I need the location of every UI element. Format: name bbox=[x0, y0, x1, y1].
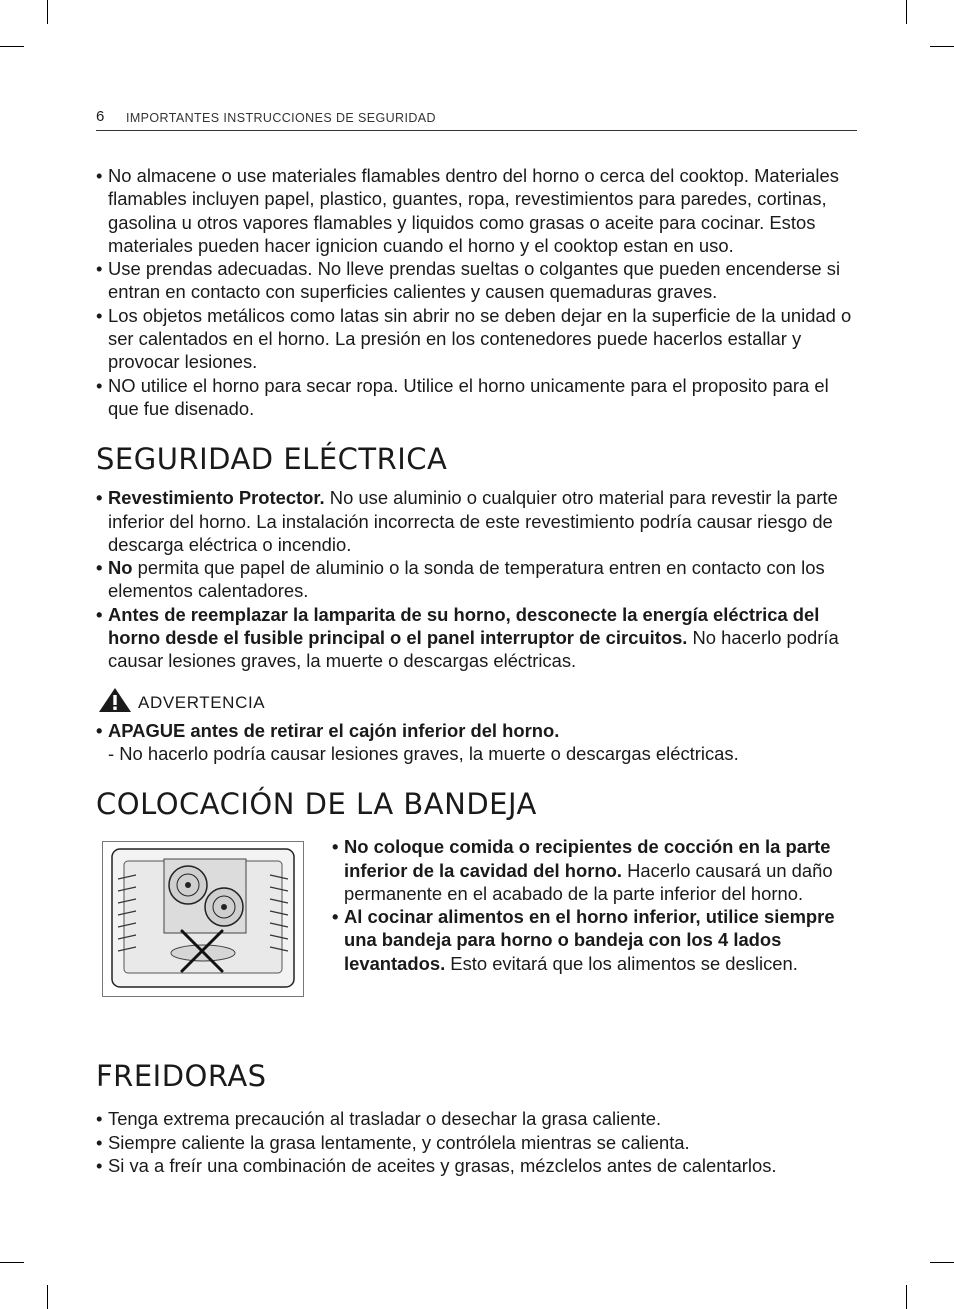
bandeja-row bbox=[96, 835, 858, 1031]
crop-mark bbox=[47, 0, 48, 24]
section-title-electrica: SEGURIDAD ELÉCTRICA bbox=[96, 442, 448, 477]
crop-mark bbox=[0, 1262, 24, 1263]
crop-mark bbox=[906, 1285, 907, 1309]
warning-sub-line: - No hacerlo podría causar lesiones graves, la muerte o descargas eléctricas. bbox=[108, 742, 739, 764]
warning-list bbox=[96, 719, 858, 742]
list-item: • Tenga extrema precaución al trasladar o desechar la grasa caliente. bbox=[96, 1108, 662, 1130]
freidoras-list bbox=[96, 1107, 858, 1177]
page-header bbox=[96, 108, 857, 131]
crop-mark bbox=[930, 46, 954, 47]
list-item: • No coloque comida o recipientes de cocción en la parte inferior de la cavidad del horno. Hacerlo causará un daño permanente en el acabado de la parte inferior del horno. bbox=[332, 836, 833, 904]
list-item: • Los objetos metálicos como latas sin abrir no se deben dejar en la superficie de la unidad o ser calentados en el horno. La presión en los contenedores puede hacerlos estallar y provocar lesiones. bbox=[96, 304, 852, 373]
list-item: • No permita que papel de aluminio o la sonda de temperatura entren en contacto con los elementos calentadores. bbox=[96, 557, 825, 602]
list-item: • APAGUE antes de retirar el cajón inferior del horno. bbox=[96, 719, 560, 741]
page-number: 6 bbox=[96, 108, 105, 125]
section-title-bandeja: COLOCACIÓN DE LA BANDEJA bbox=[96, 787, 537, 822]
electrica-list bbox=[96, 486, 858, 672]
page-content bbox=[96, 164, 858, 1177]
bandeja-text bbox=[332, 835, 858, 975]
warning-triangle-icon bbox=[98, 687, 132, 713]
warning-label: ADVERTENCIA bbox=[138, 692, 266, 712]
intro-list bbox=[96, 164, 858, 420]
warning-header bbox=[96, 687, 858, 715]
header-title: IMPORTANTES INSTRUCCIONES DE SEGURIDAD bbox=[126, 111, 436, 125]
crop-mark bbox=[906, 0, 907, 24]
crop-mark bbox=[47, 1285, 48, 1309]
oven-cavity-image bbox=[102, 841, 304, 997]
crop-mark bbox=[0, 46, 24, 47]
list-item: • Siempre caliente la grasa lentamente, y contrólela mientras se calienta. bbox=[96, 1131, 690, 1153]
list-item: • Al cocinar alimentos en el horno inferior, utilice siempre una bandeja para horno o bandeja con los 4 lados levantados. Esto evitará que los alimentos se deslicen. bbox=[332, 906, 835, 974]
crop-mark bbox=[930, 1262, 954, 1263]
list-item: • NO utilice el horno para secar ropa. Utilice el horno unicamente para el proposito para el que fue disenado. bbox=[96, 374, 829, 419]
list-item: • Use prendas adecuadas. No lleve prendas sueltas o colgantes que pueden encenderse si entran en contacto con superficies calientes y causen quemaduras graves. bbox=[96, 258, 841, 303]
bandeja-list bbox=[332, 835, 858, 975]
list-item: • No almacene o use materiales flamables dentro del horno o cerca del cooktop. Materiales flamables incluyen papel, plastico, guantes, ropa, revestimientos para paredes, cortinas, gasolina u otros vapores flamables y liquidos como grasas o aceite para cocinar. Estos materiales pueden hacer ignicion cuando el horno y el cooktop estan en uso. bbox=[96, 165, 839, 256]
list-item: • Si va a freír una combinación de aceites y grasas, mézclelos antes de calentarlos. bbox=[96, 1154, 777, 1176]
list-item: • Revestimiento Protector. No use aluminio o cualquier otro material para revestir la parte inferior del horno. La instalación incorrecta de este revestimiento podría causar riesgo de descarga eléctrica o incendio. bbox=[96, 487, 838, 555]
section-title-freidoras: FREIDORAS bbox=[96, 1059, 267, 1094]
list-item: • Antes de reemplazar la lamparita de su horno, desconecte la energía eléctrica del horno desde el fusible principal o el panel interruptor de circuitos. No hacerlo podría causar lesiones graves, la muerte o descargas eléctricas. bbox=[96, 603, 839, 672]
